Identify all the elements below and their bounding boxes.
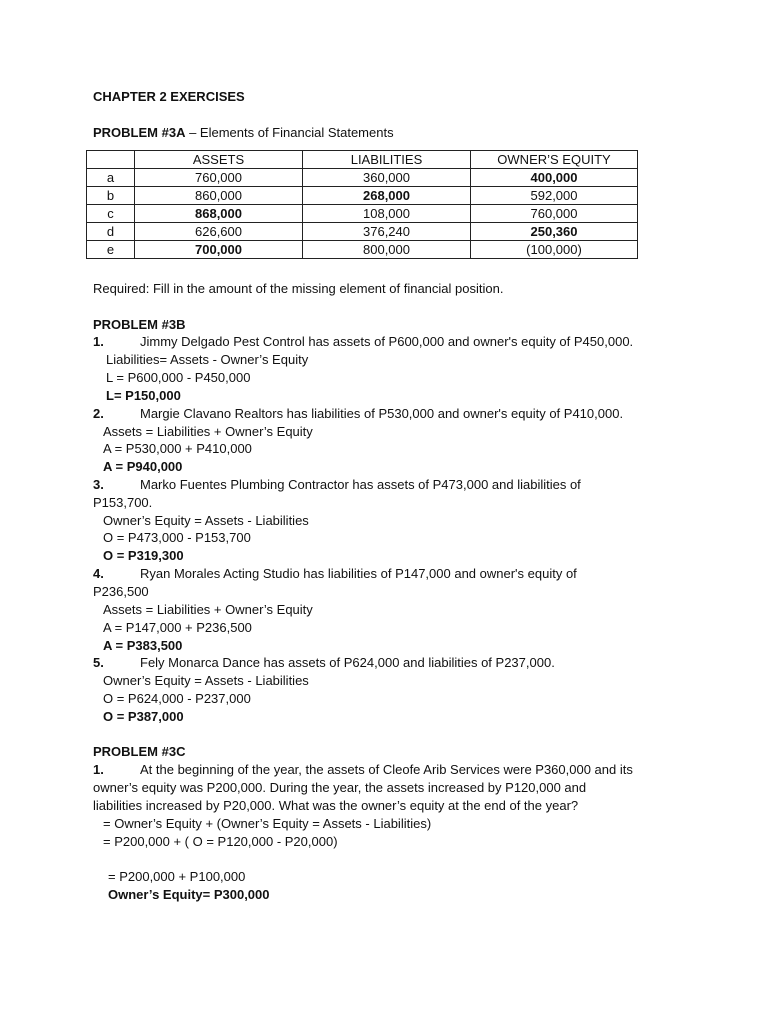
header-liabilities: LIABILITIES	[303, 151, 471, 169]
answer-line: L= P150,000	[106, 388, 181, 403]
problem-3b-item-1	[93, 333, 633, 351]
item-text: Jimmy Delgado Pest Control has assets of P600,000 and owner's equity of P450,000.	[140, 334, 634, 349]
liabilities-cell: 360,000	[303, 169, 471, 187]
liabilities-cell: 376,240	[303, 223, 471, 241]
problem-3b-item-4	[93, 565, 577, 583]
owners-equity-cell: (100,000)	[471, 241, 638, 259]
liabilities-cell: 108,000	[303, 205, 471, 223]
work-line: = Owner’s Equity + (Owner’s Equity = Assets - Liabilities)	[103, 816, 432, 831]
substitution-line: O = P624,000 - P237,000	[103, 691, 251, 706]
formula-line: Assets = Liabilities + Owner’s Equity	[103, 602, 313, 617]
chapter-title: CHAPTER 2 EXERCISES	[93, 89, 245, 104]
formula-line: Owner’s Equity = Assets - Liabilities	[103, 673, 309, 688]
liabilities-cell: 268,000	[303, 187, 471, 205]
row-label: b	[87, 187, 135, 205]
header-assets: ASSETS	[135, 151, 303, 169]
row-label: c	[87, 205, 135, 223]
problem-3c-heading: PROBLEM #3C	[93, 744, 186, 759]
answer-line: O = P319,300	[103, 548, 184, 563]
liabilities-cell: 800,000	[303, 241, 471, 259]
formula-line: Liabilities= Assets - Owner’s Equity	[106, 352, 309, 367]
item-text-continued: P236,500	[93, 584, 149, 599]
item-number: 1.	[93, 762, 104, 777]
substitution-line: O = P473,000 - P153,700	[103, 530, 251, 545]
assets-cell: 760,000	[135, 169, 303, 187]
owners-equity-cell: 760,000	[471, 205, 638, 223]
table-row	[87, 169, 638, 187]
owners-equity-cell: 592,000	[471, 187, 638, 205]
item-text: At the beginning of the year, the assets of Cleofe Arib Services were P360,000 and its	[140, 762, 633, 777]
owners-equity-cell: 400,000	[471, 169, 638, 187]
answer-line: O = P387,000	[103, 709, 184, 724]
owners-equity-cell: 250,360	[471, 223, 638, 241]
work-line: = P200,000 + ( O = P120,000 - P20,000)	[103, 834, 338, 849]
problem-3b-item-2	[93, 405, 623, 423]
item-number: 3.	[93, 477, 104, 492]
problem-3a-subtitle: – Elements of Financial Statements	[185, 125, 394, 140]
row-label: e	[87, 241, 135, 259]
answer-line: A = P940,000	[103, 459, 183, 474]
row-label: a	[87, 169, 135, 187]
work-line: = P200,000 + P100,000	[108, 869, 246, 884]
problem-3b-heading: PROBLEM #3B	[93, 317, 186, 332]
assets-cell: 860,000	[135, 187, 303, 205]
problem-3a-label: PROBLEM #3A	[93, 125, 186, 140]
substitution-line: A = P530,000 + P410,000	[103, 441, 252, 456]
item-number: 5.	[93, 655, 104, 670]
assets-cell: 700,000	[135, 241, 303, 259]
substitution-line: L = P600,000 - P450,000	[106, 370, 251, 385]
problem-3b-item-3	[93, 476, 581, 494]
assets-cell: 868,000	[135, 205, 303, 223]
answer-line: Owner’s Equity= P300,000	[108, 887, 270, 902]
required-instruction: Required: Fill in the amount of the missing element of financial position.	[93, 281, 504, 296]
formula-line: Owner’s Equity = Assets - Liabilities	[103, 513, 309, 528]
formula-line: Assets = Liabilities + Owner’s Equity	[103, 424, 313, 439]
financial-elements-table	[86, 150, 638, 259]
item-number: 4.	[93, 566, 104, 581]
header-cell-blank	[87, 151, 135, 169]
item-text: Marko Fuentes Plumbing Contractor has assets of P473,000 and liabilities of	[140, 477, 581, 492]
table-row	[87, 205, 638, 223]
table-row	[87, 223, 638, 241]
substitution-line: A = P147,000 + P236,500	[103, 620, 252, 635]
item-text: Fely Monarca Dance has assets of P624,000 and liabilities of P237,000.	[140, 655, 555, 670]
assets-cell: 626,600	[135, 223, 303, 241]
problem-3c-item-1	[93, 761, 633, 779]
item-number: 2.	[93, 406, 104, 421]
table-row	[87, 187, 638, 205]
table-header-row	[87, 151, 638, 169]
item-text: Ryan Morales Acting Studio has liabilities of P147,000 and owner's equity of	[140, 566, 577, 581]
header-owners-equity: OWNER’S EQUITY	[471, 151, 638, 169]
item-text-continued: owner’s equity was P200,000. During the year, the assets increased by P120,000 and	[93, 780, 587, 795]
row-label: d	[87, 223, 135, 241]
table-row	[87, 241, 638, 259]
item-text-continued: liabilities increased by P20,000. What was the owner’s equity at the end of the year?	[93, 798, 579, 813]
problem-3a-heading	[93, 124, 394, 142]
item-text: Margie Clavano Realtors has liabilities of P530,000 and owner's equity of P410,000.	[140, 406, 624, 421]
item-number: 1.	[93, 334, 104, 349]
item-text-continued: P153,700.	[93, 495, 153, 510]
problem-3b-item-5	[93, 654, 555, 672]
answer-line: A = P383,500	[103, 638, 183, 653]
